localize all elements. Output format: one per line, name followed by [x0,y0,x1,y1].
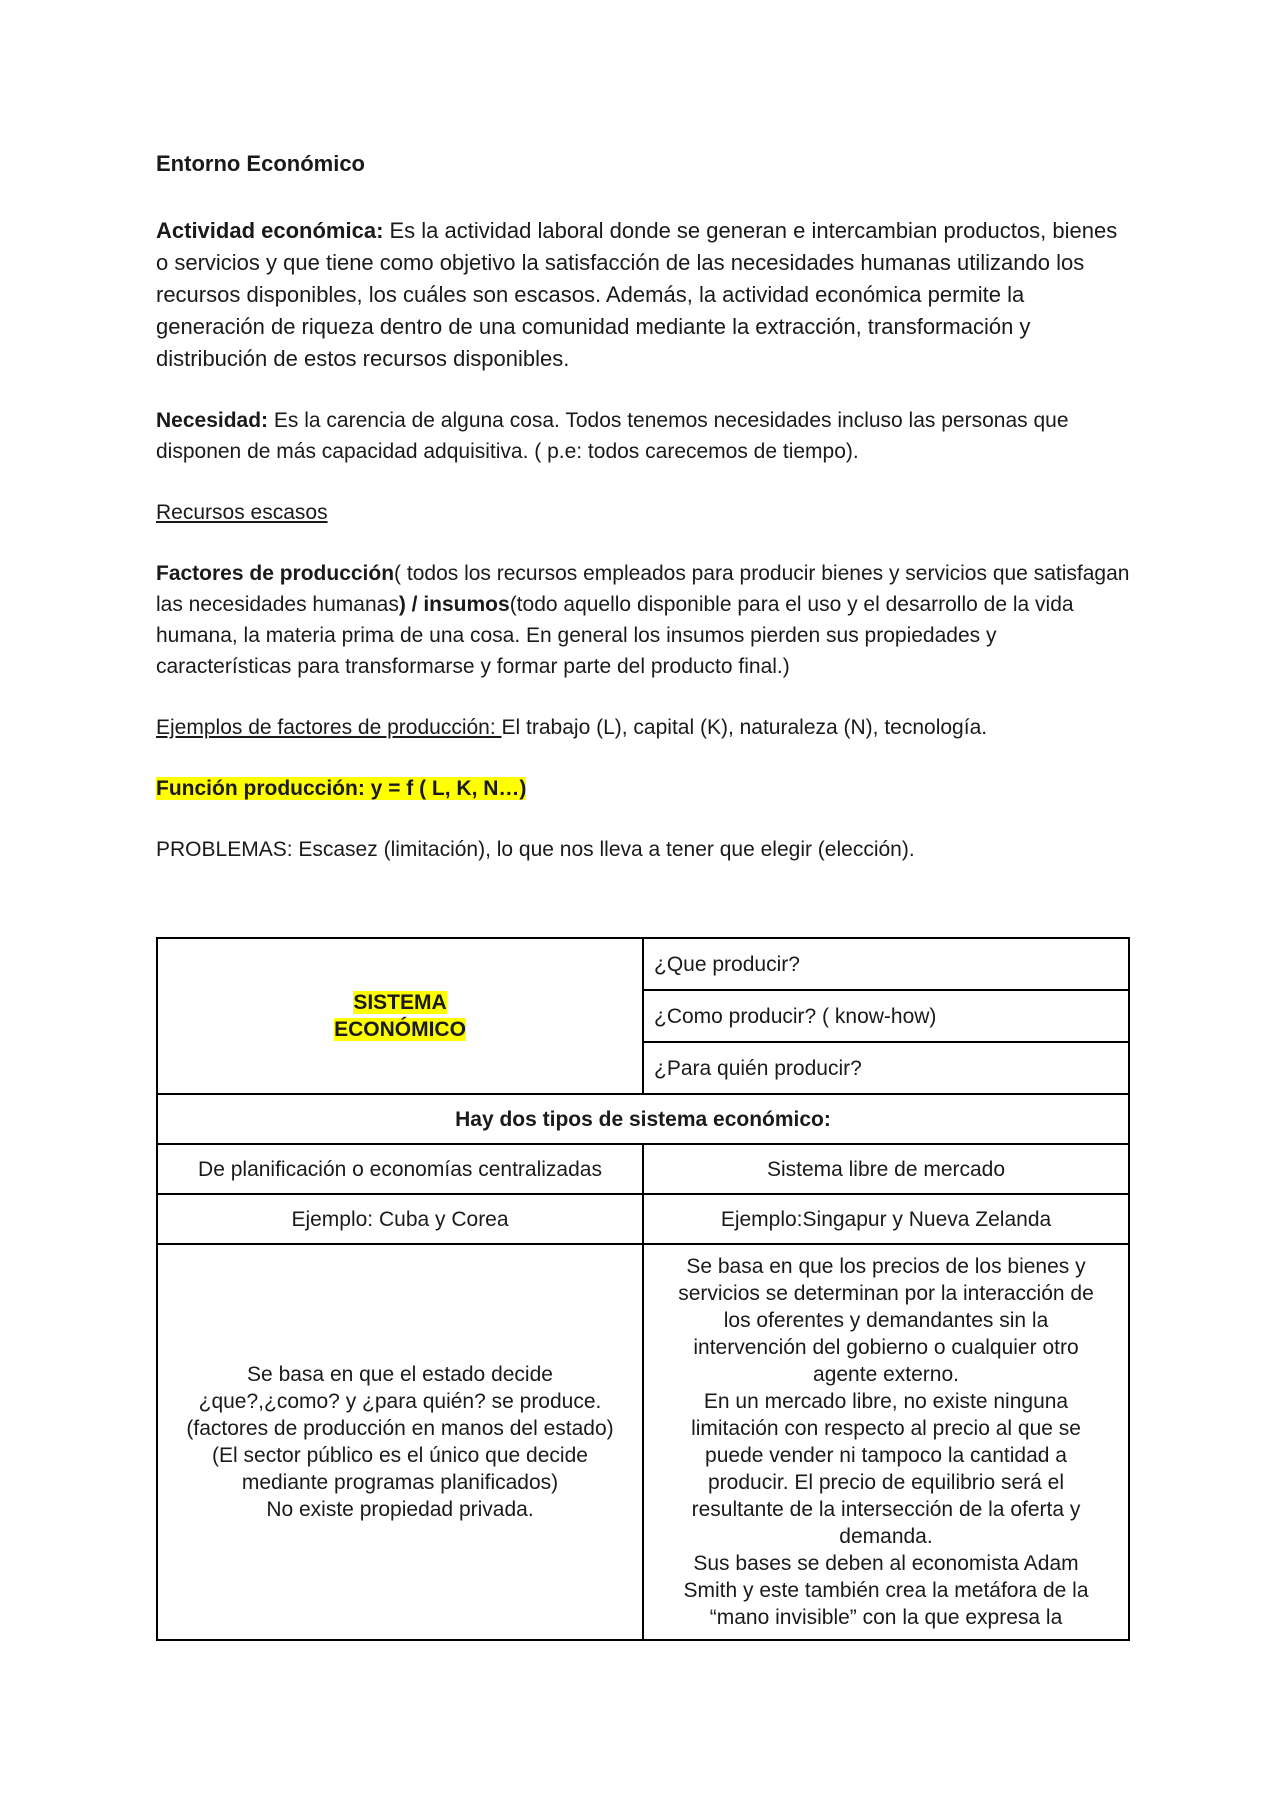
desc-right-line: demanda. [839,1525,933,1548]
sistema-economico-table [156,937,1130,1641]
ejemplos-label: Ejemplos de factores de producción: [156,715,502,739]
insumos-text: (todo aquello disponible para el uso y el desarrollo de la vida humana, la materia prima de una cosa. En general los insumos pierden sus propiedades y características para transformarse y formar parte del producto final.) [156,592,1074,678]
recursos-heading: Recursos escasos [156,500,328,524]
desc-left-line: No existe propiedad privada. [266,1498,534,1521]
desc-right-line: “mano invisible” con la que expresa la [709,1606,1063,1629]
desc-right-line: limitación con respecto al precio al que se [691,1417,1081,1440]
desc-right-line: intervención del gobierno o cualquier otro [693,1336,1079,1359]
desc-right-line: resultante de la intersección de la oferta y [691,1498,1081,1521]
factores-text: ( todos los recursos empleados para producir bienes y servicios que satisfagan las necesidades humanas [156,561,1130,616]
example-right: Ejemplo:Singapur y Nueva Zelanda [643,1194,1129,1244]
sistema-label-line1: SISTEMA [353,991,447,1014]
necesidad-term: Necesidad: [156,408,269,432]
desc-right-line: En un mercado libre, no existe ninguna [703,1390,1069,1413]
col-right-title: Sistema libre de mercado [643,1144,1129,1194]
col-left-title: De planificación o economías centralizadas [157,1144,643,1194]
desc-left-line: Se basa en que el estado decide [247,1363,553,1386]
desc-left-line: mediante programas planificados) [241,1471,559,1494]
necesidad-paragraph [156,405,1130,467]
desc-right-line: Se basa en que los precios de los bienes y [686,1255,1086,1278]
desc-left [157,1244,643,1640]
sistema-label-line2: ECONÓMICO [334,1018,466,1041]
example-left: Ejemplo: Cuba y Corea [157,1194,643,1244]
factores-term: Factores de producción [156,561,395,585]
actividad-term: Actividad económica: [156,217,384,243]
table-row [157,1244,1129,1640]
actividad-paragraph [156,215,1130,375]
factores-paragraph [156,558,1130,682]
desc-left-line: ¿que?,¿como? y ¿para quién? se produce. [198,1390,602,1413]
desc-right-line: puede vender ni tampoco la cantidad a [705,1444,1067,1467]
table-row [157,1194,1129,1244]
desc-left-line: (factores de producción en manos del estado) [186,1417,614,1440]
problemas-paragraph: PROBLEMAS: Escasez (limitación), lo que nos lleva a tener que elegir (elección). [156,837,915,861]
desc-right-line: producir. El precio de equilibrio será el [707,1471,1065,1494]
desc-right-line: Sus bases se deben al economista Adam [693,1552,1079,1575]
funcion-produccion: Función producción: y = f ( L, K, N…) [156,776,527,800]
desc-right-line: agente externo. [813,1363,959,1386]
page-title: Entorno Económico [156,151,365,176]
desc-right-line: servicios se determinan por la interacción de [678,1282,1094,1305]
desc-right-line: Smith y este también crea la metáfora de la [683,1579,1089,1602]
ejemplos-paragraph [156,712,1130,743]
question-que: ¿Que producir? [643,938,1129,990]
document-body [156,150,1130,895]
funcion-paragraph [156,773,1130,804]
actividad-text: Es la actividad laboral donde se generan e intercambian productos, bienes o servicios y que tiene como objetivo la satisfacción de las necesidades humanas utilizando los recursos disponibles, los cuáles son escasos. Además, la actividad económica permite la generación de riqueza dentro de una comunidad mediante la extracción, transformación y distribución de estos recursos disponibles. [156,217,1118,371]
insumos-term: ) / insumos [398,592,510,616]
table-row [157,1144,1129,1194]
question-para-quien: ¿Para quién producir? [643,1042,1129,1094]
desc-right [643,1244,1129,1640]
sistema-economico-cell [157,938,643,1094]
ejemplos-text: El trabajo (L), capital (K), naturaleza (N), tecnología. [501,715,988,739]
desc-right-line: los oferentes y demandantes sin la [723,1309,1049,1332]
desc-left-line: (El sector público es el único que decide [212,1444,588,1467]
question-como: ¿Como producir? ( know-how) [643,990,1129,1042]
necesidad-text: Es la carencia de alguna cosa. Todos tenemos necesidades incluso las personas que disponen de más capacidad adquisitiva. ( p.e: todos carecemos de tiempo). [156,408,1069,463]
table-row [157,1094,1129,1144]
table-header: Hay dos tipos de sistema económico: [157,1094,1129,1144]
table-row [157,938,1129,990]
